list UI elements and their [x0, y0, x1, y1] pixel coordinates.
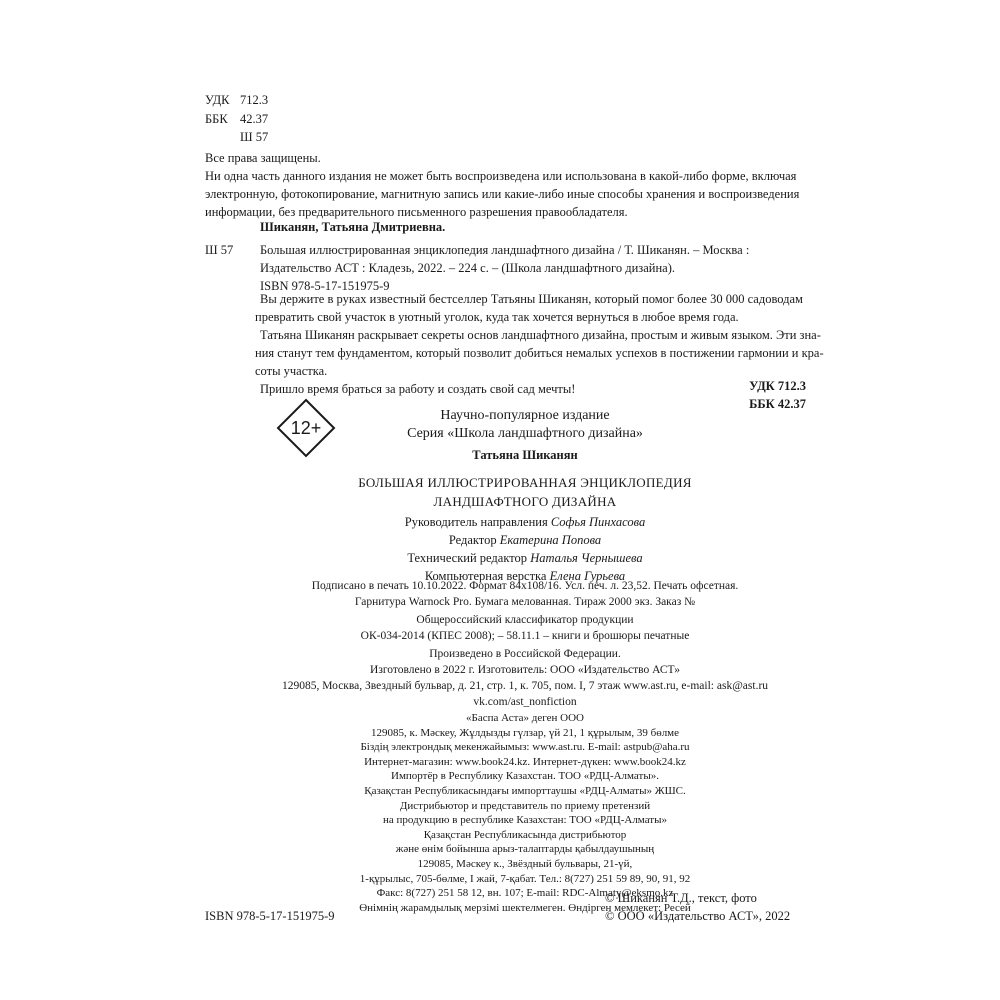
classifier — [200, 612, 850, 644]
annotation-line: превратить свой участок в уютный уголок, куда так хочется вернуться в любое время года. — [255, 310, 739, 324]
annotation-line: ния станут тем фундаментом, который позволит добиться немалых успехов в постижении гармонии и кра- — [255, 346, 824, 360]
print-info-line: Подписано в печать 10.10.2022. Формат 84x108/16. Усл. печ. л. 23,52. Печать офсетная. — [311, 580, 739, 592]
staff-credits — [200, 513, 850, 585]
rights-line: электронную, фотокопирование, магнитную запись или какие-либо иные способы хранения и воспроизведения — [205, 187, 800, 201]
udk-value: 712.3 — [240, 93, 269, 107]
kz-line: 129085, Мәскеу к., Звёздный бульвары, 21-үй, — [417, 857, 633, 870]
classifier-line: Общероссийский классификатор продукции — [416, 614, 634, 626]
udk-label: УДК — [205, 93, 230, 107]
staff-role: Технический редактор — [407, 551, 528, 565]
staff-name: Наталья Чернышева — [530, 551, 643, 565]
title-line: БОЛЬШАЯ ИЛЛЮСТРИРОВАННАЯ ЭНЦИКЛОПЕДИЯ — [358, 475, 692, 490]
bib-desc-line: Издательство АСТ : Кладезь, 2022. – 224 с. – (Школа ландшафтного дизайна). — [260, 261, 675, 275]
annotation — [255, 290, 824, 398]
udk-code — [205, 91, 269, 109]
author-mark: Ш 57 — [240, 130, 269, 144]
kazakhstan-info — [200, 711, 850, 915]
annotation-line: Пришло время браться за работу и создать свой сад мечты! — [260, 382, 576, 396]
rights-notice — [205, 149, 805, 221]
bbk-value: 42.37 — [240, 112, 269, 126]
kz-line: Импортёр в Республику Казахстан. ТОО «РДЦ-Алматы». — [391, 770, 659, 783]
staff-name: Софья Пинхасова — [550, 515, 646, 529]
copyright-line: © ООО «Издательство АСТ», 2022 — [605, 909, 791, 923]
staff-role: Руководитель направления — [404, 515, 548, 529]
bbk-label: ББК — [205, 112, 228, 126]
staff-row — [200, 549, 850, 567]
annotation-line: Вы держите в руках известный бестселлер Татьяны Шиканян, который помог более 30 000 садоводам — [260, 292, 803, 306]
print-info — [200, 578, 850, 610]
copyright-line: © Шиканян Т.Д., текст, фото — [605, 891, 757, 905]
bib-author: Шиканян, Татьяна Дмитриевна. — [260, 220, 446, 234]
classifier-line: ОК-034-2014 (КПЕС 2008); – 58.11.1 – книги и брошюры печатные — [360, 630, 690, 642]
kz-line: 129085, к. Мәскеу, Жұлдызды гүлзар, үй 21, 1 құрылым, 39 бөлме — [370, 726, 680, 739]
copyright-block — [605, 889, 805, 925]
bib-description — [260, 241, 800, 295]
manufacturer-line: vk.com/ast_nonfiction — [473, 696, 577, 708]
rights-line: Ни одна часть данного издания не может быть воспроизведена или использована в какой-либо форме, включая — [205, 169, 797, 183]
kz-line: Қазақстан Республикасындағы импорттаушы «РДЦ-Алматы» ЖШС. — [364, 784, 686, 797]
title-line: ЛАНДШАФТНОГО ДИЗАЙНА — [433, 494, 617, 509]
edition-block — [200, 407, 850, 464]
annotation-line: Татьяна Шиканян раскрывает секреты основ ландшафтного дизайна, простым и живым языком. Эти зна- — [260, 328, 821, 342]
bib-mark: Ш 57 — [205, 243, 234, 257]
kz-line: Факс: 8(727) 251 58 12, вн. 107; E-mail: RDC-Almaty@eksmo.kz — [376, 887, 674, 900]
manufacturer — [200, 646, 850, 710]
bib-isbn: ISBN 978-5-17-151975-9 — [260, 279, 390, 293]
staff-row — [200, 513, 850, 531]
bbk-code — [205, 110, 269, 128]
kz-line: Дистрибьютор и представитель по приему претензий — [399, 799, 651, 812]
bbk-right: ББК 42.37 — [749, 397, 806, 411]
kz-line: Біздің электрондық мекенжайымыз: www.ast.ru. E-mail: astpub@aha.ru — [360, 741, 690, 754]
staff-row — [200, 531, 850, 549]
bib-desc-line: Большая иллюстрированная энциклопедия ландшафтного дизайна / Т. Шиканян. – Москва : — [260, 243, 750, 257]
print-info-line: Гарнитура Warnock Pro. Бумага мелованная. Тираж 2000 экз. Заказ № — [354, 596, 696, 608]
edition-type: Научно-популярное издание — [440, 408, 610, 423]
rights-line: Все права защищены. — [205, 151, 321, 165]
rights-line: информации, без предварительного письменного разрешения правообладателя. — [205, 205, 628, 219]
kz-line: және өнім бойынша арыз-талаптарды қабылдаушының — [395, 843, 655, 856]
kz-line: Өнімнің жарамдылық мерзімі шектелмеген. Өндірген мемлекет: Ресей — [359, 901, 691, 914]
manufacturer-line: Изготовлено в 2022 г. Изготовитель: ООО «Издательство АСТ» — [370, 664, 680, 676]
edition-author: Татьяна Шиканян — [472, 448, 578, 462]
manufacturer-line: 129085, Москва, Звездный бульвар, д. 21, стр. 1, к. 705, пом. I, 7 этаж www.ast.ru, e-mail: ask@ast.ru — [281, 680, 769, 692]
footer-isbn: ISBN 978-5-17-151975-9 — [205, 909, 335, 923]
staff-role: Редактор — [448, 533, 497, 547]
kz-line: «Баспа Аста» деген ООО — [466, 712, 584, 724]
kz-line: Қазақстан Республикасында дистрибьютор — [423, 828, 627, 841]
kz-line: 1-құрылыс, 705-бөлме, I жай, 7-қабат. Тел.: 8(727) 251 59 89, 90, 91, 92 — [359, 872, 691, 885]
age-rating-text: 12+ — [290, 418, 322, 438]
edition-series: Серия «Школа ландшафтного дизайна» — [407, 426, 643, 441]
udk-right: УДК 712.3 — [749, 379, 806, 393]
staff-name: Екатерина Попова — [499, 533, 602, 547]
staff-role: Компьютерная верстка — [424, 569, 547, 583]
manufacturer-line: Произведено в Российской Федерации. — [429, 648, 621, 660]
edition-title — [200, 473, 850, 511]
staff-name: Елена Гурьева — [549, 569, 626, 583]
annotation-line: соты участка. — [255, 364, 328, 378]
kz-line: на продукцию в республике Казахстан: ТОО «РДЦ-Алматы» — [382, 814, 667, 827]
kz-line: Интернет-магазин: www.book24.kz. Интернет-дүкен: www.book24.kz — [364, 755, 686, 768]
